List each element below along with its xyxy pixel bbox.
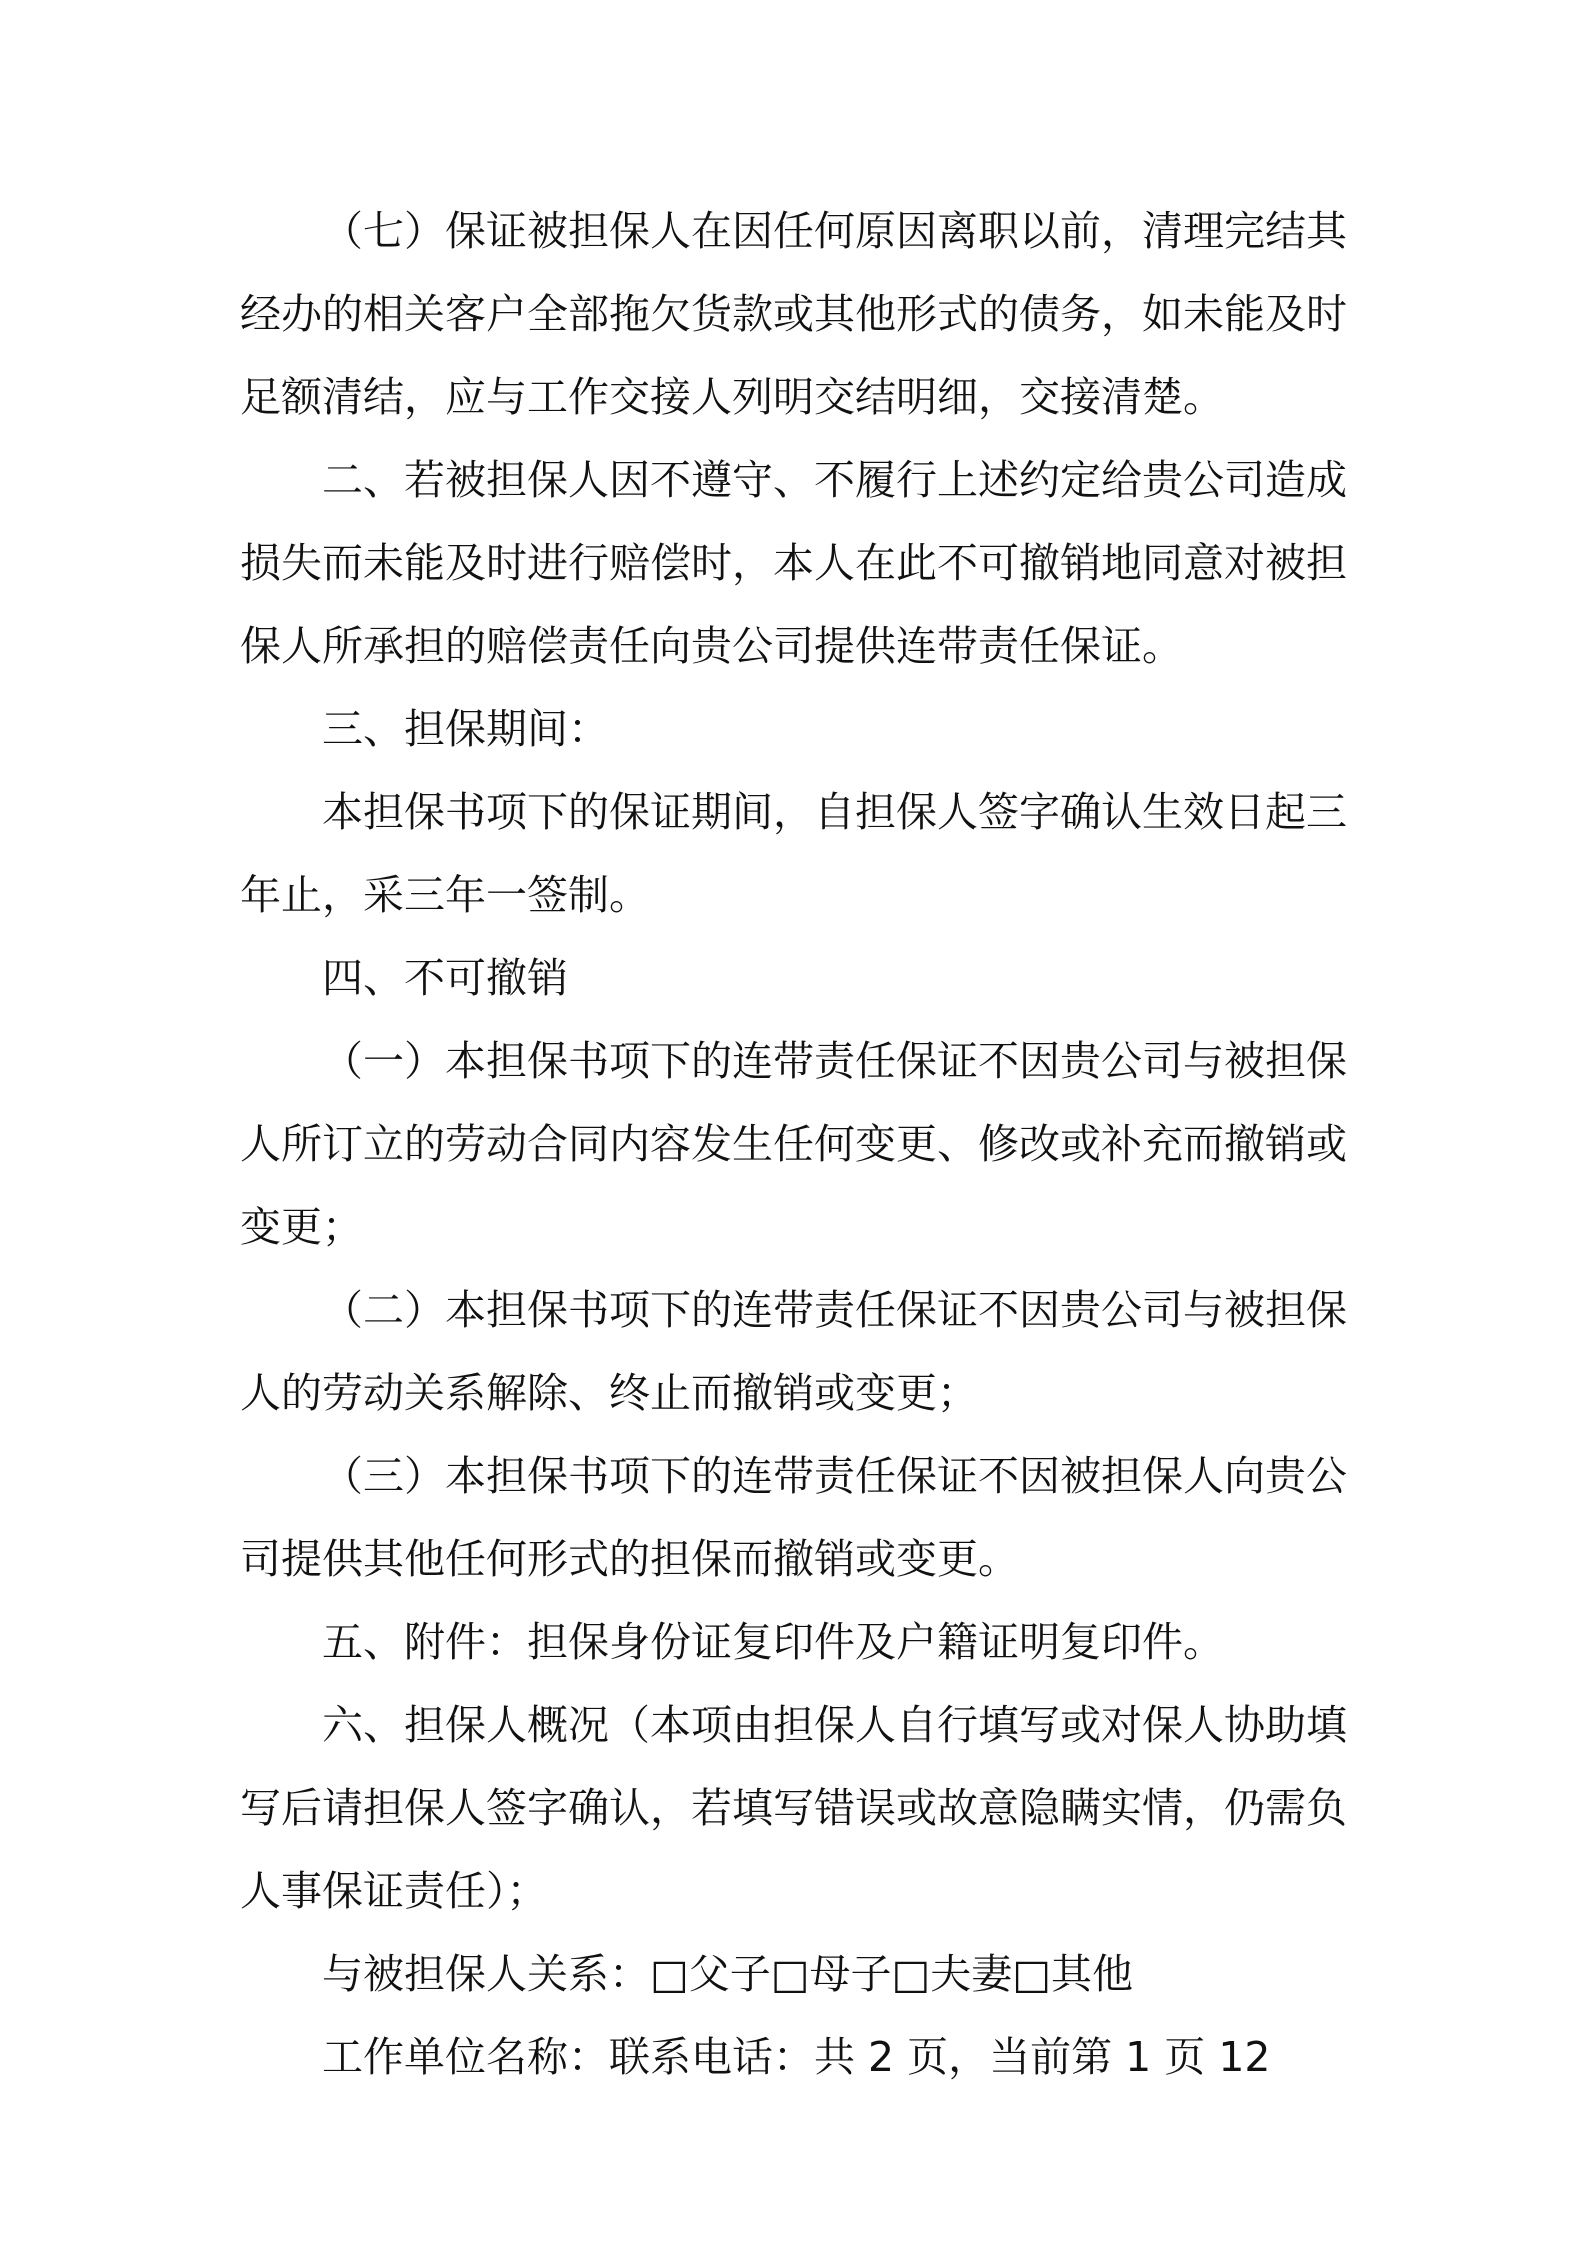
paragraph-section-2: 二、若被担保人因不遵守、不履行上述约定给贵公司造成损失而未能及时进行赔偿时，本人在此不可撤销地同意对被担保人所承担的赔偿责任向贵公司提供连带责任保证。 [240,456,1347,670]
paragraph-clause-7: （七）保证被担保人在因任何原因离职以前，清理完结其经办的相关客户全部拖欠货款或其他形式的债务，如未能及时足额清结，应与工作交接人列明交结明细，交接清楚。 [240,207,1347,421]
employer-phone-line: 工作单位名称：联系电话：共 2 页，当前第 1 页 12 [322,2033,1271,2081]
paragraph-attachments: 五、附件：担保身份证复印件及户籍证明复印件。 [322,1618,1224,1666]
document-body [240,190,1370,2099]
paragraph-irrevocable-3: （三）本担保书项下的连带责任保证不因被担保人向贵公司提供其他任何形式的担保而撤销或变更。 [240,1452,1347,1583]
relationship-line: 与被担保人关系：□父子□母子□夫妻□其他 [322,1950,1133,1998]
paragraph-irrevocable-1: （一）本担保书项下的连带责任保证不因贵公司与被担保人所订立的劳动合同内容发生任何变更、修改或补充而撤销或变更； [240,1037,1347,1251]
paragraph-irrevocable-2: （二）本担保书项下的连带责任保证不因贵公司与被担保人的劳动关系解除、终止而撤销或变更； [240,1286,1347,1417]
heading-guarantee-period: 三、担保期间： [322,705,609,753]
paragraph-guarantee-period: 本担保书项下的保证期间，自担保人签字确认生效日起三年止，采三年一签制。 [240,788,1347,919]
paragraph-guarantor-info: 六、担保人概况（本项由担保人自行填写或对保人协助填写后请担保人签字确认，若填写错误或故意隐瞒实情，仍需负人事保证责任）； [240,1701,1347,1915]
heading-irrevocable: 四、不可撤销 [322,954,568,1002]
